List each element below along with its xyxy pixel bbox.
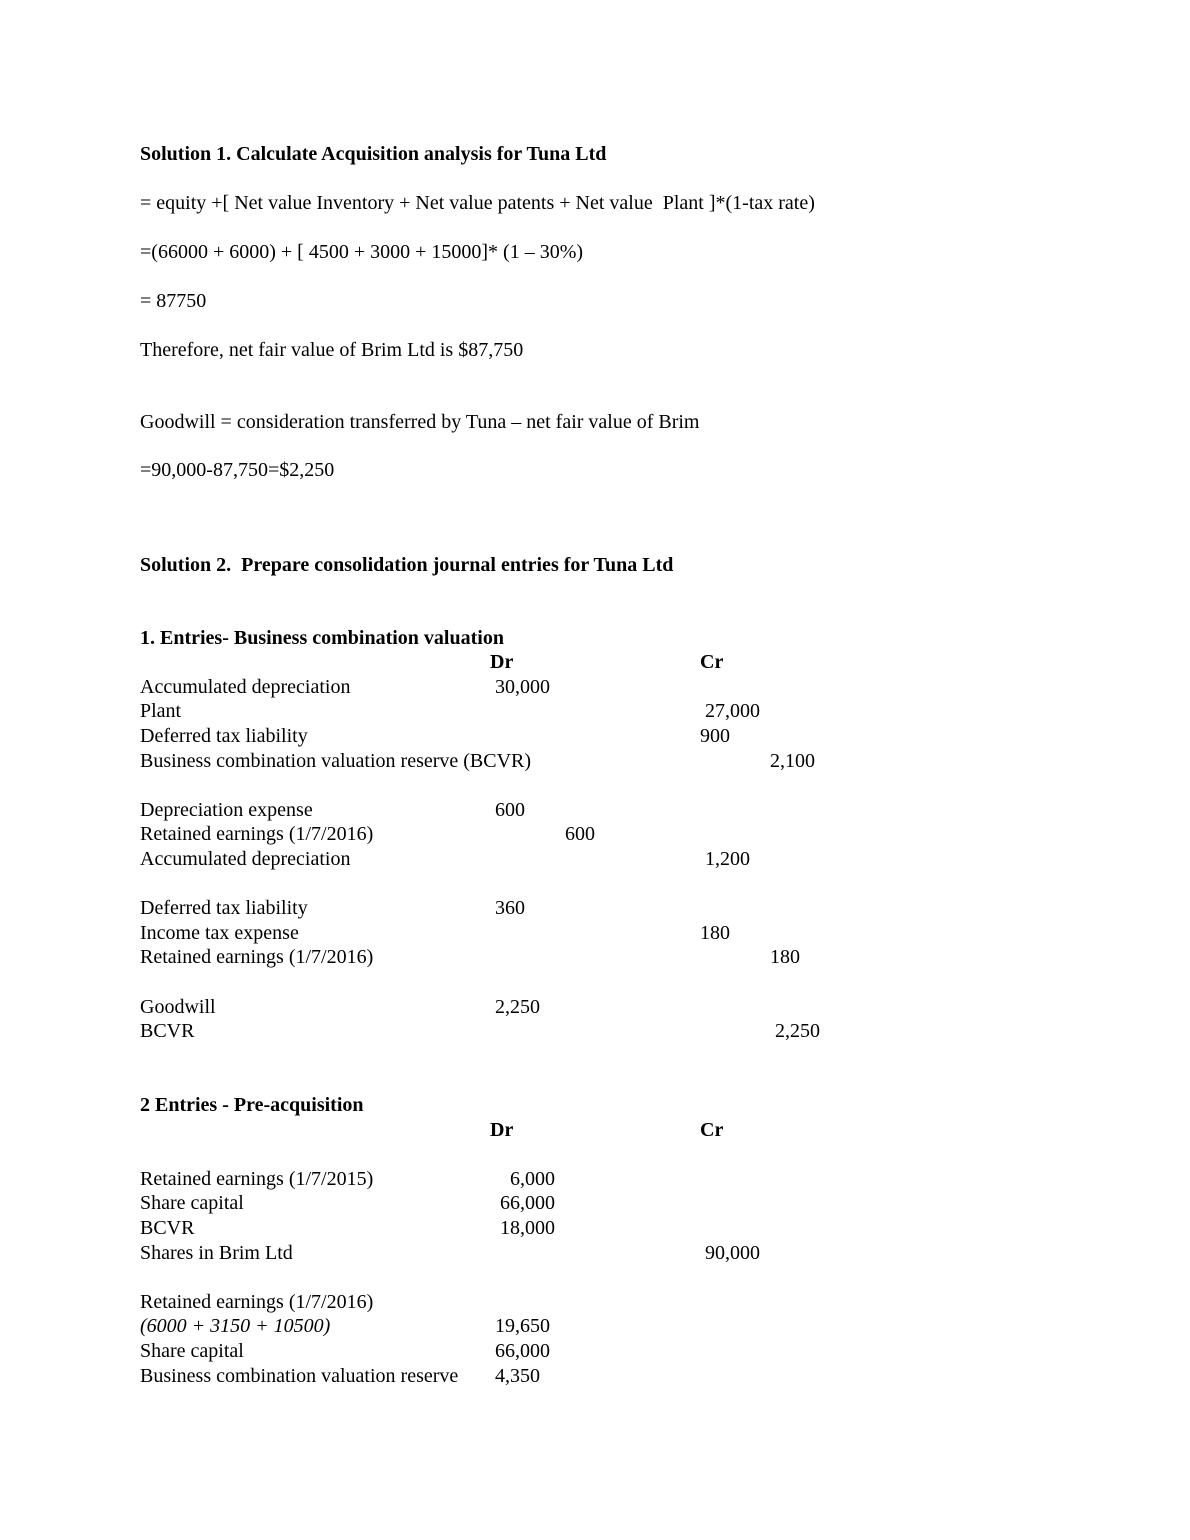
journal-account: BCVR (140, 1020, 195, 1042)
journal-dr-amount: 19,650 (495, 1315, 550, 1337)
journal-account: Deferred tax liability (140, 725, 308, 747)
journal-cr-amount: 2,100 (770, 750, 815, 772)
journal-account: Share capital (140, 1192, 244, 1214)
journal-account: Goodwill (140, 996, 216, 1018)
journal-account: Deferred tax liability (140, 897, 308, 919)
journal-account: Business combination valuation reserve (BCVR) (140, 750, 532, 772)
section2-heading: 2 Entries - Pre-acquisition (140, 1094, 364, 1116)
journal-dr-amount: 2,250 (495, 996, 540, 1018)
journal-dr-amount: 18,000 (500, 1217, 555, 1239)
journal-cr-amount: 900 (700, 725, 730, 747)
solution2-heading: Solution 2. Prepare consolidation journal entries for Tuna Ltd (140, 554, 674, 576)
journal-account: Retained earnings (1/7/2015) (140, 1168, 374, 1190)
journal-dr-amount: 600 (495, 799, 525, 821)
journal-dr-amount: 66,000 (500, 1192, 555, 1214)
journal-dr-amount: 6,000 (510, 1168, 555, 1190)
formula-line: =(66000 + 6000) + [ 4500 + 3000 + 15000]* (1 – 30%) (140, 241, 584, 263)
net-fair-value-statement: Therefore, net fair value of Brim Ltd is $87,750 (140, 339, 524, 361)
journal-account: Business combination valuation reserve (140, 1365, 459, 1387)
solution1-heading: Solution 1. Calculate Acquisition analysis for Tuna Ltd (140, 143, 607, 165)
journal-account: Plant (140, 700, 182, 722)
journal-account: Accumulated depreciation (140, 676, 351, 698)
journal-account: Accumulated depreciation (140, 848, 351, 870)
journal-account: Income tax expense (140, 922, 299, 944)
journal-cr-amount: 180 (700, 922, 730, 944)
journal-account: Share capital (140, 1340, 244, 1362)
dr-column-header: Dr (490, 651, 514, 673)
journal-calculation-note: (6000 + 3150 + 10500) (140, 1315, 331, 1337)
journal-account: Depreciation expense (140, 799, 313, 821)
journal-account: Retained earnings (1/7/2016) (140, 946, 374, 968)
goodwill-result: =90,000-87,750=$2,250 (140, 459, 335, 481)
journal-cr-amount: 2,250 (775, 1020, 820, 1042)
cr-column-header: Cr (700, 1119, 724, 1141)
journal-account: BCVR (140, 1217, 195, 1239)
cr-column-header: Cr (700, 651, 724, 673)
journal-cr-amount: 90,000 (705, 1242, 760, 1264)
journal-dr-amount: 30,000 (495, 676, 550, 698)
journal-account: Retained earnings (1/7/2016) (140, 1291, 374, 1313)
dr-column-header: Dr (490, 1119, 514, 1141)
journal-cr-amount: 27,000 (705, 700, 760, 722)
goodwill-formula: Goodwill = consideration transferred by Tuna – net fair value of Brim (140, 411, 700, 433)
formula-result: = 87750 (140, 290, 207, 312)
journal-dr-amount: 360 (495, 897, 525, 919)
journal-dr-amount: 600 (565, 823, 595, 845)
journal-dr-amount: 4,350 (495, 1365, 540, 1387)
journal-account: Shares in Brim Ltd (140, 1242, 293, 1264)
journal-dr-amount: 66,000 (495, 1340, 550, 1362)
section1-heading: 1. Entries- Business combination valuation (140, 627, 504, 649)
journal-account: Retained earnings (1/7/2016) (140, 823, 374, 845)
journal-cr-amount: 1,200 (705, 848, 750, 870)
journal-cr-amount: 180 (770, 946, 800, 968)
formula-line: = equity +[ Net value Inventory + Net value patents + Net value Plant ]*(1-tax rate) (140, 192, 815, 214)
